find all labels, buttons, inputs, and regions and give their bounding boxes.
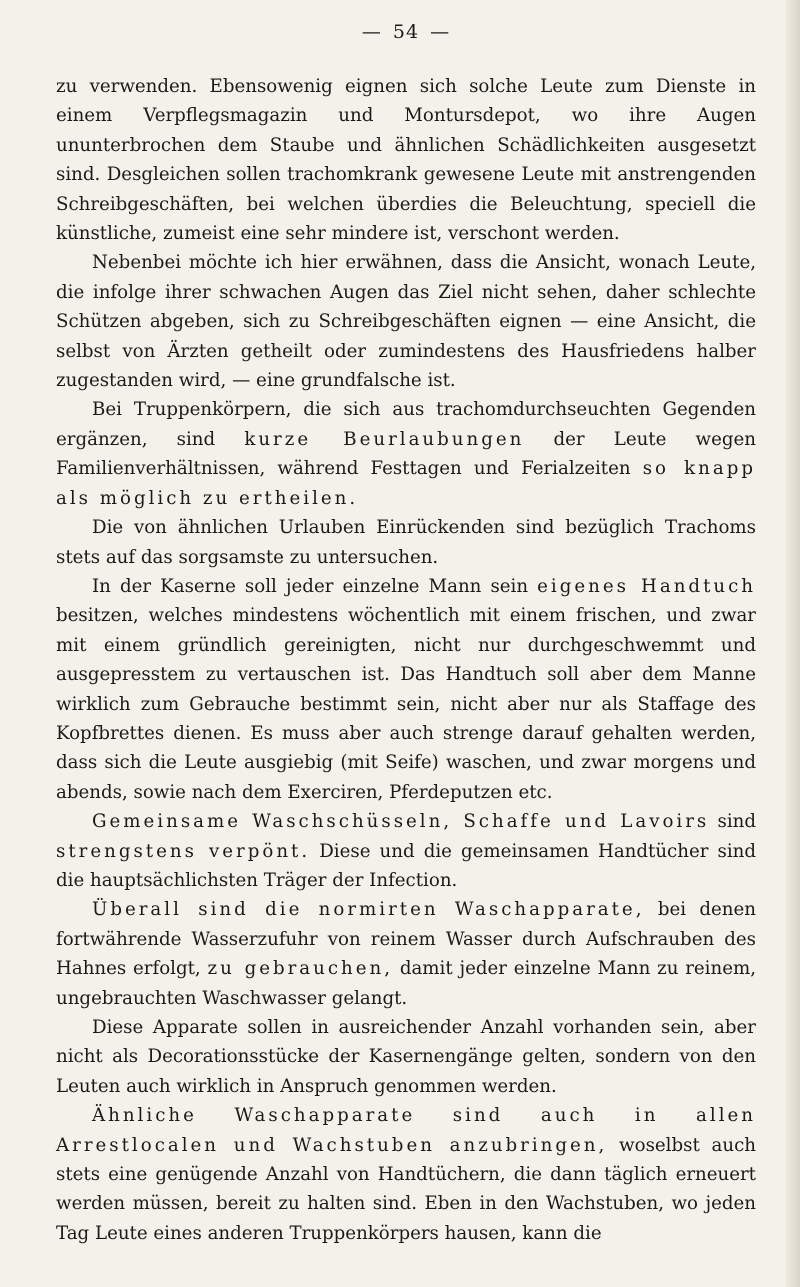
paragraph (56, 72, 756, 248)
paragraph (56, 572, 756, 807)
paragraph-text: Die von ähnlichen Urlauben Einrückenden sind bezüglich Trachoms stets auf das sorgsamste zu untersuchen. (56, 517, 756, 568)
emphasized-text: Überall sind die normirten Waschapparate, (92, 899, 645, 921)
paragraph-text: In der Kaserne soll jeder einzelne Mann sein (92, 575, 538, 597)
paragraph-text: besitzen, welches mindestens wöchentlich mit einem frischen, und zwar mit einem gründlich gereinigten, nicht nur durchgeschwemmt und ausgepresstem zu vertauschen ist. Das Handtuch soll aber dem Manne wirklich zum Gebrauche bestimmt sein, nicht aber nur als Staffage des Kopfbrettes dienen. Es muss aber auch strenge darauf gehalten werden, dass sich die Leute ausgiebig (mit Seife) waschen, und zwar morgens und abends, sowie nach dem Exerciren, Pferdeputzen etc. (56, 605, 756, 803)
paragraph (56, 895, 756, 1013)
paragraph-text: sind (709, 811, 756, 833)
page-number-dash-right: — (430, 21, 451, 43)
emphasized-text: so knapp als möglich zu ertheilen. (56, 458, 756, 509)
body-text (56, 72, 756, 1248)
paragraph-text: Bei Truppenkörpern, die sich aus trachomdurchseuchten Gegenden ergänzen, sind (56, 399, 756, 450)
emphasized-text: strengstens verpönt. (56, 840, 311, 862)
paragraph-text: woselbst auch stets eine genügende Anzahl von Handtüchern, die dann täglich erneuert werden müssen, bereit zu halten sind. Eben in den Wachstuben, wo jeden Tag Leute eines anderen Truppenkörpers hausen, kann die (56, 1134, 756, 1244)
emphasized-text: Ähnliche Waschapparate sind auch in allen Arrestlocalen und Wachstuben anzubringen, (56, 1105, 756, 1156)
emphasized-text: zu gebrauchen, (207, 958, 394, 980)
emphasized-text: kurze Beurlaubungen (244, 428, 525, 450)
paragraph-text: Diese Apparate sollen in ausreichender Anzahl vorhanden sein, aber nicht als Decorationsstücke der Kasernengänge gelten, sondern von den Leuten auch wirklich in Anspruch genommen werden. (56, 1017, 756, 1097)
page-number-dash-left: — (361, 21, 382, 43)
page-content (56, 18, 756, 1248)
paragraph-text: der Leute wegen Familienverhältnissen, während Festtagen und Ferialzeiten (56, 428, 756, 480)
paragraph-text: Diese und die gemeinsamen Handtücher sind die hauptsächlichsten Träger der Infection. (56, 840, 756, 891)
paragraph-text: bei denen fortwährende Wasserzufuhr von reinem Wasser durch Aufschrauben des Hahnes erfolgt, (56, 899, 756, 980)
paragraph-text: Nebenbei möchte ich hier erwähnen, dass die Ansicht, wonach Leute, die infolge ihrer schwachen Augen das Ziel nicht sehen, daher schlechte Schützen abgeben, sich zu Schreibgeschäften eignen — eine Ansicht, die selbst von Ärzten getheilt oder zumindestens des Hausfriedens halber zugestanden wird, — eine grundfalsche ist. (56, 252, 756, 392)
paragraph (56, 395, 756, 513)
paragraph (56, 1013, 756, 1101)
page-edge-shadow (786, 0, 800, 1287)
emphasized-text: eigenes Handtuch (537, 575, 756, 597)
page-number-header (56, 18, 756, 46)
paragraph-text: damit jeder einzelne Mann zu reinem, ungebrauchten Waschwasser gelangt. (56, 958, 756, 1009)
paragraph (56, 513, 756, 572)
paragraph (56, 1101, 756, 1248)
page-number: 54 (392, 21, 420, 43)
paragraph-text: zu verwenden. Ebensowenig eignen sich solche Leute zum Dienste in einem Verpflegsmagazin und Montursdepot, wo ihre Augen ununterbrochen dem Staube und ähnlichen Schädlichkeiten ausgesetzt sind. Desgleichen sollen trachomkrank gewesene Leute mit anstrengenden Schreibgeschäften, bei welchen überdies die Beleuchtung, speciell die künstliche, zumeist eine sehr mindere ist, verschont werden. (56, 76, 756, 245)
paragraph (56, 248, 756, 395)
paragraph (56, 807, 756, 895)
emphasized-text: Gemeinsame Waschschüsseln, Schaffe und Lavoirs (92, 811, 710, 833)
